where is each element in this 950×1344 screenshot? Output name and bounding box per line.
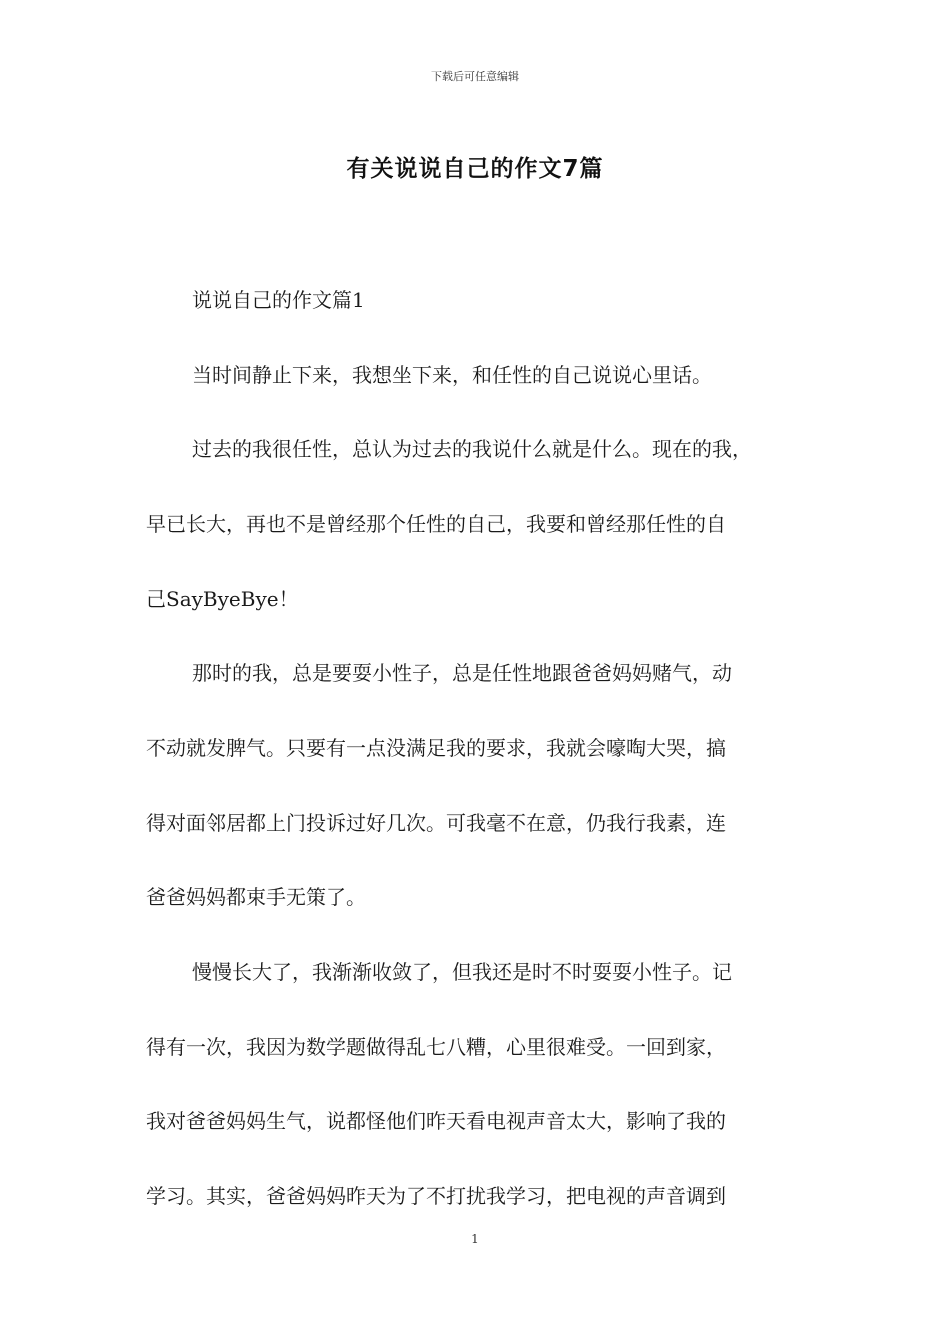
document-title: 有关说说自己的作文7篇 [346,156,604,182]
paragraph-line: 爸爸妈妈都束手无策了。 [146,885,366,909]
paragraph-line: 己SayByeBye！ [146,587,299,611]
page-number: 1 [471,1232,479,1246]
header-note: 下载后可任意编辑 [431,70,519,83]
section-heading: 说说自己的作文篇1 [192,288,365,312]
paragraph-line: 当时间静止下来，我想坐下来，和任性的自己说说心里话。 [192,363,712,387]
paragraph-line: 我对爸爸妈妈生气，说都怪他们昨天看电视声音太大，影响了我的 [146,1109,726,1133]
paragraph-line: 不动就发脾气。只要有一点没满足我的要求，我就会嚎啕大哭，搞 [146,736,726,760]
paragraph-line: 学习。其实，爸爸妈妈昨天为了不打扰我学习，把电视的声音调到 [146,1184,726,1208]
paragraph-line: 早已长大，再也不是曾经那个任性的自己，我要和曾经那任性的自 [146,512,726,536]
paragraph-line: 得有一次，我因为数学题做得乱七八糟，心里很难受。一回到家， [146,1035,726,1059]
paragraph-line: 慢慢长大了，我渐渐收敛了，但我还是时不时耍耍小性子。记 [192,960,732,984]
paragraph-line: 过去的我很任性，总认为过去的我说什么就是什么。现在的我， [192,437,752,461]
paragraph-line: 得对面邻居都上门投诉过好几次。可我毫不在意，仍我行我素，连 [146,811,726,835]
paragraph-line: 那时的我，总是要耍小性子，总是任性地跟爸爸妈妈赌气，动 [192,661,732,685]
